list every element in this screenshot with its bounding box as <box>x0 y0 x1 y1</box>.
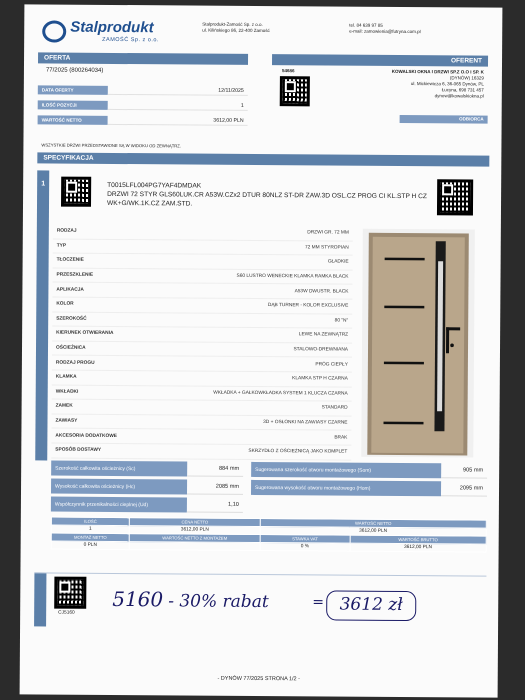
offerer-line2: ul. Mickiewicza 6, 36-065 Dynów, PL <box>410 81 484 87</box>
spec-row-value: DĄB TURNER - KOLOR EXCLUSIVE <box>267 303 349 309</box>
company-tel: tel. 84 639 97 85 <box>349 22 383 28</box>
page-footer: - DYNÓW 77/2025 STRONA 1/2 - <box>217 675 300 683</box>
spec-qr-large-icon <box>437 179 473 215</box>
spec-table <box>51 225 353 461</box>
spec-row-value: 80 "N" <box>334 318 349 324</box>
h-install: MONTAŻ NETTO <box>51 533 129 542</box>
spec-row-key: APLIKACJA <box>56 287 84 293</box>
spec-row-value: BRAK <box>334 435 348 441</box>
spec-row-value: STALOWO-DREWNIANA <box>293 347 349 353</box>
spec-row-value: KLAMKA STP H CZARNA <box>292 376 348 382</box>
price: 3612,00 PLN <box>130 526 261 535</box>
recipient-label: ODBIORCA <box>400 115 488 124</box>
h-price: CENA NETTO <box>130 518 261 527</box>
spec-row-key: TŁOCZENIE <box>56 258 84 264</box>
door-image <box>361 229 475 458</box>
footer-side-bar <box>34 572 46 626</box>
gross: 3612,00 PLN <box>350 543 486 552</box>
totals-table <box>51 517 487 553</box>
spec-row-key: ZAMEK <box>55 403 73 410</box>
spec-header-text <box>107 181 427 210</box>
net: 3612,00 PLN <box>260 526 486 536</box>
spec-row-key: OŚCIEŻNICA <box>55 345 86 351</box>
company-street: ul. Kilińskiego 86, 22-400 Zamość <box>202 27 270 34</box>
door-drawing-icon <box>361 229 475 458</box>
offerer-line1: (DYNÓW) 16329 <box>449 75 484 81</box>
offer-title: OFERTA <box>38 52 248 64</box>
install-total <box>129 542 260 551</box>
offerer-line3: Łucyna, 698 731 457 <box>441 87 484 93</box>
offer-net-label: WARTOŚĆ NETTO <box>38 115 108 124</box>
hc-value: 2085 mm <box>187 479 243 494</box>
footer-qr-code: CJ5160 <box>58 610 75 616</box>
spec-row-key: RODZAJ <box>56 228 77 235</box>
footer-qr-icon <box>54 577 86 609</box>
offerer-line4: dynow@kowalskiokna.pl <box>434 93 484 99</box>
offerer-details <box>319 68 484 99</box>
hc-label: Wysokość całkowita ościeżnicy (Hc) <box>51 479 187 495</box>
company-contact <box>349 23 489 36</box>
footer-rule <box>34 572 486 576</box>
offer-qty-label: ILOŚĆ POZYCJI <box>38 100 108 109</box>
company-name: Stalprodukt-Zamość Sp. z o.o. <box>202 21 263 28</box>
spec-row-key: KLAMKA <box>55 374 77 380</box>
hom-label: Sugerowana wysokość otworu montażowego (Hom) <box>251 480 441 496</box>
spec-row-value: GŁADKIE <box>327 259 349 266</box>
som-value: 905 mm <box>441 463 487 478</box>
offerer-code: 54686 <box>281 68 295 74</box>
h-net: WARTOŚĆ NETTO <box>260 518 486 528</box>
offerer-block <box>272 54 488 122</box>
spec-title: SPECYFIKACJA <box>37 152 489 166</box>
handwritten-result: 3612 zł <box>326 590 416 621</box>
offer-net-value: 3612,00 PLN <box>108 116 248 126</box>
spec-row-value: SKRZYDŁO Z OŚCIEŻNICĄ JAKO KOMPLET <box>248 449 348 455</box>
offer-document <box>20 4 503 697</box>
logo-sub: ZAMOŚĆ Sp. z o.o. <box>102 36 159 44</box>
spec-row-key: TYP <box>56 243 67 249</box>
company-address <box>202 22 322 35</box>
offer-qty-value: 1 <box>108 101 248 111</box>
spec-row-value: 72 MM STYROPIAN <box>304 245 349 251</box>
spec-row-value: STANDARD <box>321 405 348 412</box>
handwritten-price: 5160 <box>112 586 164 612</box>
offerer-qr-icon <box>280 76 310 106</box>
specification-section <box>37 152 489 166</box>
offer-date-label: DATA OFERTY <box>38 85 108 94</box>
dims-left <box>51 461 243 516</box>
spec-code: T0015LFL004PG7YAF4DMDAK <box>107 181 202 190</box>
spec-row-value: S60 LUSTRO WENECKIE KLAMKA RAMKA BLACK <box>236 273 349 280</box>
h-install-total: WARTOŚĆ NETTO Z MONTAŻEM <box>129 534 260 543</box>
h-gross: WARTOŚĆ BRUTTO <box>350 535 486 544</box>
hom-value: 2095 mm <box>441 481 487 496</box>
u-value: 1,10 <box>187 497 243 512</box>
sc-value: 884 mm <box>187 461 243 476</box>
spec-row-value: WKŁADKA + GAŁKOWKŁADKA SYSTEM 1 KLUCZA CZARNA <box>213 390 348 397</box>
spec-row-value: LEWE NA ZEWNĄTRZ <box>298 332 349 339</box>
offer-block <box>38 52 248 125</box>
spec-row-key: KIERUNEK OTWIERANIA <box>56 331 114 337</box>
qty: 1 <box>51 525 129 534</box>
spec-qr-icon <box>61 177 91 207</box>
spec-row-key: SZEROKOŚĆ <box>56 316 87 322</box>
spec-row-value: PRÓG CIEPŁY <box>315 362 348 368</box>
handwritten-discount: - 30% rabat <box>168 591 269 613</box>
spec-row-key: RODZAJ PROGU <box>55 360 95 366</box>
spec-description: DRZWI 72 STYR GLS60LUK.CR A53W.CZx2 DTUR 80NLZ ST-DR ZAW.3D OSL.CZ PROG CI KL.STP H CZ WK+G/WK.1K.CZ ZAM.STD. <box>107 190 427 208</box>
h-qty: ILOŚĆ <box>51 517 129 526</box>
vat: 0 % <box>260 542 350 551</box>
install: 0 PLN <box>51 541 129 550</box>
door-view-note: WSZYSTKIE DRZWI PRZEDSTAWIONE SĄ W WIDOKU OD ZEWNĄTRZ. <box>41 142 182 149</box>
company-email: e-mail: zamowienia@futryna.com.pl <box>349 28 421 35</box>
offer-date-value: 12/11/2025 <box>108 86 248 96</box>
spec-row-key: ZAWIASY <box>55 418 78 424</box>
dims-right <box>251 462 487 500</box>
logo-emblem-icon <box>42 20 66 42</box>
spec-row-key: PRZESZKLENIE <box>56 272 94 278</box>
offer-number: 77/2025 (800264034) <box>45 67 104 74</box>
offerer-title: OFERENT <box>272 54 488 67</box>
spec-row-key: WKŁADKI <box>55 389 79 395</box>
logo-name: Stalprodukt <box>70 18 154 37</box>
spec-row-value: 3D + OSŁONKI NA ZAWIASY CZARNE <box>263 420 348 426</box>
spec-row-value: A53W DWUSTR. BLACK <box>294 288 349 295</box>
som-label: Sugerowana szerokość otworu montażowego (Som) <box>251 462 441 478</box>
spec-row-key: AKCESORIA DODATKOWE <box>55 433 117 439</box>
sc-label: Szerokość całkowita ościeżnicy (Sc) <box>51 461 187 477</box>
offerer-name: KOWALSKI OKNA I DRZWI SP.Z O.O I SP. K <box>391 68 484 75</box>
spec-row-key: SPOSÓB DOSTAWY <box>55 447 102 454</box>
h-vat: STAWKA VAT <box>260 534 350 543</box>
spec-item-number: 1 <box>35 170 49 460</box>
spec-row-value: DRZWI GR. 72 MM <box>307 230 349 236</box>
logo <box>42 18 192 47</box>
handwritten-equals: = <box>312 594 325 611</box>
u-label: Współczynnik przenikalności cieplnej (Ud) <box>51 497 187 513</box>
spec-row-key: KOLOR <box>56 301 74 307</box>
spec-row <box>51 443 351 460</box>
